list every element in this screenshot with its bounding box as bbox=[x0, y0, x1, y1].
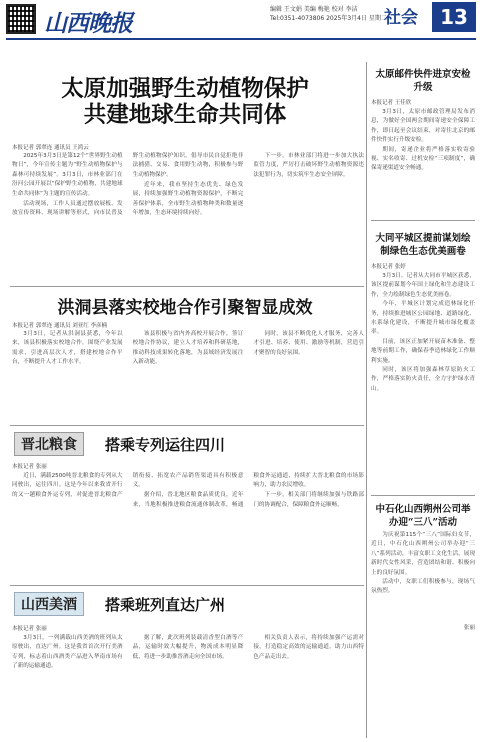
article3-body bbox=[12, 472, 364, 580]
article3-byline: 本报记者 张丽 bbox=[12, 464, 47, 470]
right-article-1-body bbox=[371, 108, 475, 248]
divider bbox=[10, 585, 364, 586]
section-name: 社会 bbox=[384, 8, 418, 28]
article4-byline: 本报记者 张丽 bbox=[12, 626, 47, 632]
article2-body bbox=[12, 330, 364, 420]
qr-code-icon bbox=[6, 4, 36, 34]
article3-paragraph: 下一步，相关部门将继续加强与铁路部门的协调配合，保障粮食外运顺畅。 bbox=[253, 492, 364, 508]
divider bbox=[371, 495, 475, 496]
column-separator bbox=[366, 62, 367, 738]
article1-title bbox=[10, 76, 360, 128]
article4-body bbox=[12, 634, 364, 734]
date-line: Tel:0351-4073806 2025年3月4日 星期二 bbox=[270, 15, 387, 22]
article4-paragraph: 相关负责人表示，将持续加强产运需对接，打造稳定高效的运输通道，助力山西特色产品走出去。 bbox=[253, 635, 364, 660]
article4-headline: 搭乘班列直达广州 bbox=[105, 596, 226, 614]
right-article-2-title: 大同平城区提前谋划绘制绿色生态优美画卷 bbox=[375, 233, 471, 257]
right-article-1-paragraph: 期间，寄递企业将严格落实收寄验视、实名收寄、过机安检“三项制度”，确保寄递渠道安全畅通。 bbox=[371, 146, 475, 172]
page-number: 13 bbox=[432, 2, 476, 32]
article4-paragraph: 3月3日，一列满载山西美酒的班列从太原驶出，直达广州。这是我省首次开行美酒专列，标志着山西酒类产品进入华南市场有了新的运输通道。 bbox=[12, 635, 123, 670]
article3-headline: 搭乘专列运往四川 bbox=[105, 436, 226, 454]
right-article-2-byline: 本报记者 张婷 bbox=[371, 264, 406, 270]
right-article-3-title: 中石化山西朔州公司举办迎“三八”活动 bbox=[375, 504, 471, 528]
article2-title: 洪洞县落实校地合作引聚智显成效 bbox=[57, 298, 313, 318]
article2-byline: 本报记者 郭翠连 通讯员 刘亚红 李彦楠 bbox=[12, 323, 107, 329]
article3-paragraph: 近日，满载2500吨晋北粮食的专列从大同驶出，运往四川。这是今年以来我省开行的又一趟粮食外运专列，对促进晋北粮食产销衔接、拓宽农产品销售渠道具有积极意义。 bbox=[12, 473, 244, 498]
article2-paragraph: 同时，该县不断优化人才服务，完善人才引进、培养、使用、激励等机制，营造引才聚智的良好氛围。 bbox=[253, 331, 364, 356]
right-article-3-paragraph: 为庆祝第115个“三八”国际妇女节，近日，中石化山西朔州公司举办迎“三八”系列活动，丰富女职工文化生活，展现新时代女性风采，营造团结和谐、积极向上的良好氛围。 bbox=[371, 532, 475, 576]
right-article-2-paragraph: 同时，该区将加强森林草原防火工作，严格落实防火责任，全力守护绿水青山。 bbox=[371, 367, 475, 392]
article1-body bbox=[12, 152, 364, 282]
article1-paragraph: 2025年3月3日是第12个“世界野生动植物日”，今年宣传主题为“野生动植物保护与森林可持续发展”。3月3日，市林业部门在汾河公园开展以“保护野生动植物，共建地球生命共同体”为主题的宣传活动。 bbox=[12, 153, 123, 197]
newspaper-logo: 山西晚报 bbox=[44, 10, 132, 37]
article1-byline: 本报记者 郭翠连 通讯员 王鸿云 bbox=[12, 145, 89, 151]
right-article-1 bbox=[371, 68, 475, 248]
article1-title-line1: 太原加强野生动植物保护 bbox=[61, 76, 309, 102]
right-article-2-paragraph: 目前，该区正加紧开展苗木准备、整地等前期工作，确保春季造林绿化工作顺利实施。 bbox=[371, 338, 475, 364]
right-article-2 bbox=[371, 232, 475, 527]
article1-paragraph: 活动现场，工作人员通过摆放展板、发放宣传资料、现场讲解等形式，向市民普及野生动植物保护知识，倡导市民自觉拒绝非法捕猎、交易、食用野生动物，积极参与野生动植物保护。 bbox=[12, 153, 244, 216]
divider bbox=[10, 425, 364, 426]
article4-paragraph: 据了解，此次班列装载清香型白酒等产品，运输时效大幅提升，物流成本明显降低，将进一步助推晋酒走向全国市场。 bbox=[132, 635, 244, 660]
article1-paragraph: 近年来，我市坚持生态优先、绿色发展，持续加强野生动植物资源保护，不断完善保护体系，全市野生动植物种类和数量逐年增加，生态环境持续向好。 bbox=[132, 181, 244, 216]
right-article-3 bbox=[371, 503, 475, 631]
divider bbox=[10, 286, 364, 287]
right-article-2-body bbox=[371, 272, 475, 527]
article1-paragraph: 下一步，市林业部门将进一步加大执法监管力度，严厉打击破坏野生动植物资源违法犯罪行为，切实筑牢生态安全屏障。 bbox=[253, 153, 364, 178]
article3-tag: 晋北粮食 bbox=[14, 432, 84, 456]
right-article-1-byline: 本报记者 王佳欣 bbox=[371, 100, 412, 106]
masthead-rule bbox=[6, 38, 476, 40]
article2-paragraph: 3月3日，记者从洪洞县获悉，今年以来，该县积极落实校地合作，围绕产业发展需求，引进高层次人才，搭建校地合作平台，不断提升人才工作水平。 bbox=[12, 331, 123, 366]
article2-paragraph: 该县积极与省内外高校开展合作，签订校地合作协议，建立人才培养和科研基地，推动科技成果转化落地，为县域经济发展注入新动能。 bbox=[132, 331, 244, 366]
article1-title-line2: 共建地球生命共同体 bbox=[83, 102, 287, 128]
article4-tag: 山西美酒 bbox=[14, 592, 84, 616]
right-article-1-title: 太原邮件快件进京安检升级 bbox=[375, 69, 471, 93]
right-article-3-body bbox=[371, 531, 475, 623]
right-article-2-paragraph: 3月3日，记者从大同市平城区获悉，该区提前谋划今年国土绿化和生态建设工作，全力绘制绿色生态优美画卷。 bbox=[371, 273, 475, 298]
editor-line: 编辑 王文娟 美编 梅艳 校对 李洁 bbox=[270, 6, 358, 13]
right-article-2-paragraph: 今年，平城区计划完成造林绿化任务，持续推进城区公园绿地、道路绿化、水系绿化建设，不断提升城市绿化覆盖率。 bbox=[371, 301, 475, 336]
right-article-1-paragraph: 3月3日，太原市邮政管理局发布消息，为做好全国两会期间寄递安全保障工作，即日起至会议结束，对寄往北京的邮件快件实行升级安检。 bbox=[371, 109, 475, 144]
masthead bbox=[0, 0, 480, 44]
divider bbox=[371, 220, 475, 221]
right-article-3-paragraph: 活动中，女职工们积极参与，现场气氛热烈。 bbox=[371, 579, 475, 595]
right-article-3-author: 张丽 bbox=[463, 625, 475, 631]
article3-paragraph: 据介绍，晋北地区粮食品质优良，近年来，当地积极推进粮食流通体制改革，畅通粮食外运通道，持续扩大晋北粮食的市场影响力，助力农民增收。 bbox=[132, 473, 364, 508]
masthead-info bbox=[270, 5, 387, 23]
